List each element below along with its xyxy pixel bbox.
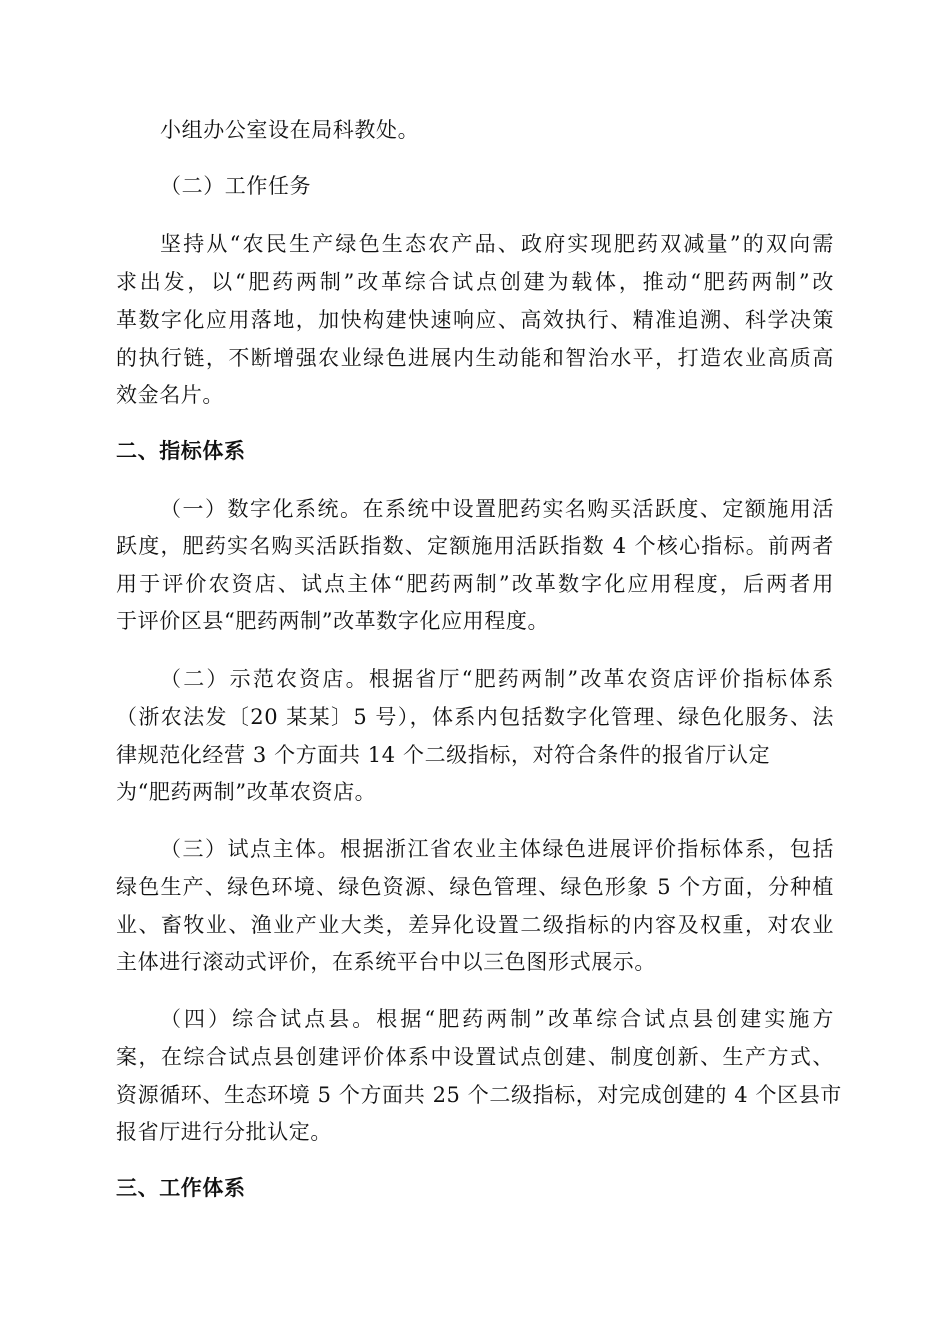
paragraph-line: 报省厅进行分批认定。 xyxy=(116,1120,332,1144)
paragraph-line: 效金名片。 xyxy=(116,383,224,407)
paragraph-line: 案，在综合试点县创建评价体系中设置试点创建、制度创新、生产方式、 xyxy=(116,1045,834,1069)
section-heading-indicator-system: 二、指标体系 xyxy=(116,439,246,463)
paragraph-line: （四）综合试点县。根据“肥药两制”改革综合试点县创建实施方 xyxy=(160,1007,834,1031)
paragraph-line: 绿色生产、绿色环境、绿色资源、绿色管理、绿色形象 5 个方面，分种植 xyxy=(116,875,834,899)
paragraph-line: 于评价区县“肥药两制”改革数字化应用程度。 xyxy=(116,609,550,633)
paragraph-line: 资源循环、生态环境 5 个方面共 25 个二级指标，对完成创建的 4 个区县市 xyxy=(116,1083,842,1107)
subheading-work-tasks: （二）工作任务 xyxy=(160,174,312,198)
paragraph-line: （浙农法发〔20 某某〕5 号），体系内包括数字化管理、绿色化服务、法 xyxy=(116,705,834,729)
paragraph-line: 用于评价农资店、试点主体“肥药两制”改革数字化应用程度，后两者用 xyxy=(116,572,834,596)
paragraph-line: （二）示范农资店。根据省厅“肥药两制”改革农资店评价指标体系 xyxy=(160,667,834,691)
paragraph-line: 革数字化应用落地，加快构建快速响应、高效执行、精准追溯、科学决策 xyxy=(116,308,834,332)
paragraph-line: 小组办公室设在局科教处。 xyxy=(160,118,420,142)
paragraph-line: 律规范化经营 3 个方面共 14 个二级指标，对符合条件的报省厅认定 xyxy=(116,743,771,767)
paragraph-line: 求出发，以“肥药两制”改革综合试点创建为载体，推动“肥药两制”改 xyxy=(116,270,834,294)
paragraph-line: （三）试点主体。根据浙江省农业主体绿色进展评价指标体系，包括 xyxy=(160,837,834,861)
paragraph-line: 主体进行滚动式评价，在系统平台中以三色图形式展示。 xyxy=(116,950,656,974)
paragraph-line: 跃度，肥药实名购买活跃指数、定额施用活跃指数 4 个核心指标。前两者 xyxy=(116,534,834,558)
paragraph-line: 的执行链，不断增强农业绿色进展内生动能和智治水平，打造农业高质高 xyxy=(116,346,834,370)
paragraph-line: 为“肥药两制”改革农资店。 xyxy=(116,780,377,804)
paragraph-line: （一）数字化系统。在系统中设置肥药实名购买活跃度、定额施用活 xyxy=(160,497,834,521)
section-heading-work-system: 三、工作体系 xyxy=(116,1176,246,1200)
paragraph-line: 坚持从“农民生产绿色生态农产品、政府实现肥药双减量”的双向需 xyxy=(160,232,834,256)
paragraph-line: 业、畜牧业、渔业产业大类，差异化设置二级指标的内容及权重，对农业 xyxy=(116,913,834,937)
